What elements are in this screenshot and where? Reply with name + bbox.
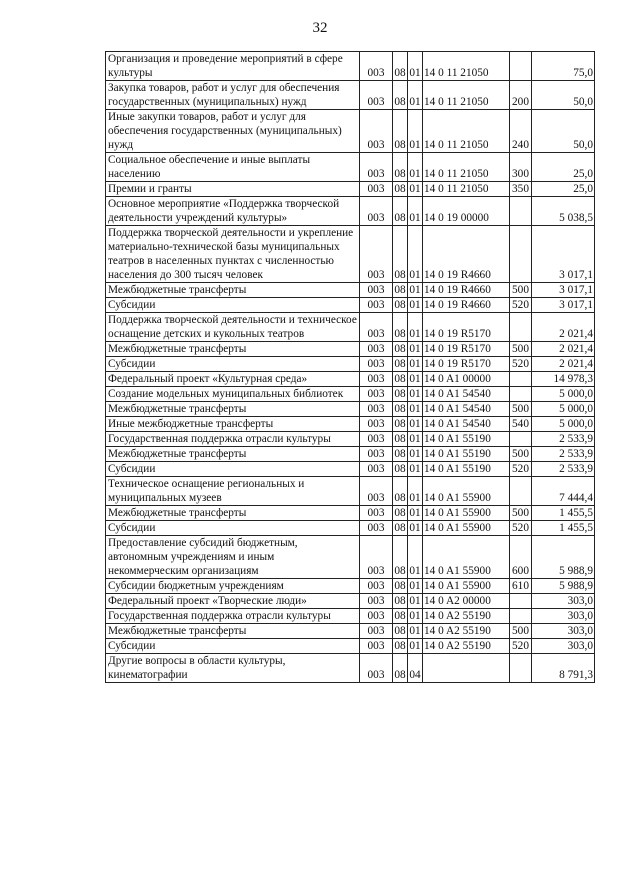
- row-name: Межбюджетные трансферты: [106, 283, 360, 298]
- table-row: [106, 624, 595, 639]
- row-name: Создание модельных муниципальных библиотек: [106, 387, 360, 402]
- subsection-code: 01: [408, 197, 423, 226]
- section-code: 08: [394, 640, 406, 652]
- table-row: [106, 506, 595, 521]
- admin-code: 003: [360, 477, 393, 506]
- page-number: 32: [312, 20, 328, 36]
- admin-code: 003: [360, 226, 393, 283]
- table-row: [106, 226, 595, 283]
- admin-code: 003: [360, 536, 393, 579]
- admin-code: 003: [360, 462, 393, 477]
- subsection-code: 01: [408, 81, 423, 110]
- section-code: 08: [394, 507, 406, 519]
- row-name: Социальное обеспечение и иные выплаты населению: [106, 153, 360, 182]
- row-name: Организация и проведение мероприятий в сфере культуры: [106, 52, 360, 81]
- budget-table: [105, 51, 595, 683]
- row-name: Межбюджетные трансферты: [106, 506, 360, 521]
- target-article-code: 14 0 19 R4660: [423, 283, 510, 298]
- subsection-code: 01: [409, 507, 421, 519]
- expense-type-code: 520: [510, 462, 532, 477]
- row-name: Закупка товаров, работ и услуг для обеспечения государственных (муниципальных) нужд: [106, 81, 360, 110]
- admin-code: 003: [360, 153, 393, 182]
- amount: 25,0: [532, 182, 595, 197]
- section-code: 08: [393, 226, 408, 283]
- admin-code: 003: [360, 197, 393, 226]
- section-code: 08: [394, 625, 406, 637]
- admin-code: 003: [360, 447, 393, 462]
- admin-code: 003: [360, 313, 393, 342]
- expense-type-code: [510, 52, 532, 81]
- target-article-code: 14 0 11 21050: [423, 81, 510, 110]
- amount: 5 988,9: [532, 579, 595, 594]
- target-article-code: 14 0 A1 00000: [423, 372, 510, 387]
- target-article-code: 14 0 11 21050: [423, 182, 510, 197]
- row-name: Субсидии: [106, 357, 360, 372]
- target-article-code: 14 0 A1 55900: [423, 521, 510, 536]
- expense-type-code: 240: [510, 110, 532, 153]
- admin-code: 003: [360, 283, 393, 298]
- table-row: [106, 477, 595, 506]
- subsection-code: 01: [408, 52, 423, 81]
- table-row: [106, 521, 595, 536]
- table-row: [106, 447, 595, 462]
- expense-type-code: [510, 609, 532, 624]
- row-name: Техническое оснащение региональных и муниципальных музеев: [106, 477, 360, 506]
- amount: 3 017,1: [532, 283, 595, 298]
- section-code: 08: [394, 610, 406, 622]
- expense-type-code: [510, 477, 532, 506]
- target-article-code: 14 0 19 R4660: [423, 298, 510, 313]
- target-article-code: 14 0 A1 55900: [423, 536, 510, 579]
- target-article-code: 14 0 A1 54540: [423, 402, 510, 417]
- subsection-code: 01: [409, 610, 421, 622]
- target-article-code: 14 0 A1 54540: [423, 387, 510, 402]
- target-article-code: 14 0 11 21050: [423, 52, 510, 81]
- row-name: Основное мероприятие «Поддержка творческой деятельности учреждений культуры»: [106, 197, 360, 226]
- section-code: 08: [394, 358, 406, 370]
- table-row: [106, 110, 595, 153]
- amount: 303,0: [532, 594, 595, 609]
- amount: 75,0: [532, 52, 595, 81]
- amount: 7 444,4: [532, 477, 595, 506]
- amount: 5 000,0: [532, 387, 595, 402]
- row-name: Поддержка творческой деятельности и техническое оснащение детских и кукольных театров: [106, 313, 360, 342]
- target-article-code: 14 0 19 R4660: [423, 226, 510, 283]
- row-name: Государственная поддержка отрасли культуры: [106, 432, 360, 447]
- row-name: Предоставление субсидий бюджетным, автономным учреждениям и иным некоммерческим организациям: [106, 536, 360, 579]
- admin-code: 003: [360, 387, 393, 402]
- section-code: 08: [394, 299, 406, 311]
- section-code: 08: [393, 654, 408, 683]
- target-article-code: 14 0 11 21050: [423, 110, 510, 153]
- section-code: 08: [393, 52, 408, 81]
- target-article-code: 14 0 A2 00000: [423, 594, 510, 609]
- target-article-code: 14 0 A1 54540: [423, 417, 510, 432]
- expense-type-code: 540: [510, 417, 532, 432]
- table-row: [106, 372, 595, 387]
- amount: 2 533,9: [532, 447, 595, 462]
- table-row: [106, 182, 595, 197]
- expense-type-code: 500: [510, 506, 532, 521]
- section-code: 08: [393, 536, 408, 579]
- subsection-code: 01: [409, 463, 421, 475]
- section-code: 08: [393, 477, 408, 506]
- amount: 5 038,5: [532, 197, 595, 226]
- row-name: Субсидии: [106, 462, 360, 477]
- subsection-code: 01: [408, 226, 423, 283]
- admin-code: 003: [360, 342, 393, 357]
- table-row: [106, 387, 595, 402]
- expense-type-code: 520: [510, 298, 532, 313]
- expense-type-code: 300: [510, 153, 532, 182]
- section-code: 08: [394, 183, 406, 195]
- expense-type-code: 500: [510, 624, 532, 639]
- amount: 50,0: [532, 110, 595, 153]
- section-code: 08: [394, 343, 406, 355]
- row-name: Федеральный проект «Культурная среда»: [106, 372, 360, 387]
- row-name: Субсидии: [106, 639, 360, 654]
- admin-code: 003: [360, 432, 393, 447]
- target-article-code: 14 0 19 R5170: [423, 342, 510, 357]
- admin-code: 003: [360, 579, 393, 594]
- amount: 1 455,5: [532, 521, 595, 536]
- admin-code: 003: [360, 182, 393, 197]
- subsection-code: 01: [409, 299, 421, 311]
- table-row: [106, 609, 595, 624]
- amount: 5 000,0: [532, 417, 595, 432]
- table-row: [106, 313, 595, 342]
- subsection-code: 01: [409, 433, 421, 445]
- table-row: [106, 283, 595, 298]
- target-article-code: 14 0 A1 55190: [423, 432, 510, 447]
- admin-code: 003: [360, 110, 393, 153]
- table-row: [106, 153, 595, 182]
- admin-code: 003: [360, 609, 393, 624]
- expense-type-code: [510, 387, 532, 402]
- table-row: [106, 402, 595, 417]
- expense-type-code: 500: [510, 447, 532, 462]
- admin-code: 003: [360, 624, 393, 639]
- target-article-code: 14 0 19 00000: [423, 197, 510, 226]
- expense-type-code: 600: [510, 536, 532, 579]
- section-code: 08: [394, 595, 406, 607]
- expense-type-code: 520: [510, 357, 532, 372]
- section-code: 08: [394, 463, 406, 475]
- admin-code: 003: [360, 417, 393, 432]
- row-name: Межбюджетные трансферты: [106, 624, 360, 639]
- target-article-code: 14 0 A1 55900: [423, 579, 510, 594]
- section-code: 08: [393, 153, 408, 182]
- section-code: 08: [393, 81, 408, 110]
- subsection-code: 01: [409, 183, 421, 195]
- table-row: [106, 357, 595, 372]
- expense-type-code: [510, 654, 532, 683]
- expense-type-code: 500: [510, 402, 532, 417]
- row-name: Другие вопросы в области культуры, кинематографии: [106, 654, 360, 683]
- target-article-code: 14 0 A1 55190: [423, 462, 510, 477]
- table-row: [106, 654, 595, 683]
- subsection-code: 01: [409, 448, 421, 460]
- subsection-code: 01: [408, 110, 423, 153]
- row-name: Межбюджетные трансферты: [106, 402, 360, 417]
- row-name: Субсидии бюджетным учреждениям: [106, 579, 360, 594]
- section-code: 08: [394, 418, 406, 430]
- target-article-code: 14 0 A2 55190: [423, 639, 510, 654]
- target-article-code: 14 0 11 21050: [423, 153, 510, 182]
- subsection-code: 01: [409, 625, 421, 637]
- expense-type-code: [510, 226, 532, 283]
- amount: 303,0: [532, 624, 595, 639]
- admin-code: 003: [360, 521, 393, 536]
- table-row: [106, 594, 595, 609]
- amount: 8 791,3: [532, 654, 595, 683]
- target-article-code: 14 0 A1 55900: [423, 477, 510, 506]
- section-code: 08: [394, 284, 406, 296]
- target-article-code: 14 0 A1 55190: [423, 447, 510, 462]
- subsection-code: 01: [409, 522, 421, 534]
- expense-type-code: 500: [510, 342, 532, 357]
- subsection-code: 01: [409, 580, 421, 592]
- section-code: 08: [393, 197, 408, 226]
- subsection-code: 01: [409, 403, 421, 415]
- expense-type-code: [510, 372, 532, 387]
- amount: 50,0: [532, 81, 595, 110]
- amount: 5 988,9: [532, 536, 595, 579]
- section-code: 08: [394, 448, 406, 460]
- admin-code: 003: [360, 357, 393, 372]
- amount: 3 017,1: [532, 226, 595, 283]
- amount: 303,0: [532, 639, 595, 654]
- amount: 1 455,5: [532, 506, 595, 521]
- expense-type-code: [510, 594, 532, 609]
- table-row: [106, 81, 595, 110]
- admin-code: 003: [360, 654, 393, 683]
- admin-code: 003: [360, 402, 393, 417]
- target-article-code: [423, 654, 510, 683]
- subsection-code: 01: [408, 313, 423, 342]
- amount: 2 533,9: [532, 462, 595, 477]
- table-row: [106, 417, 595, 432]
- expense-type-code: 520: [510, 521, 532, 536]
- table-row: [106, 298, 595, 313]
- target-article-code: 14 0 A2 55190: [423, 609, 510, 624]
- admin-code: 003: [360, 594, 393, 609]
- section-code: 08: [394, 403, 406, 415]
- row-name: Иные закупки товаров, работ и услуг для обеспечения государственных (муниципальных) нужд: [106, 110, 360, 153]
- row-name: Межбюджетные трансферты: [106, 342, 360, 357]
- subsection-code: 01: [408, 477, 423, 506]
- admin-code: 003: [360, 298, 393, 313]
- table-row: [106, 432, 595, 447]
- amount: 14 978,3: [532, 372, 595, 387]
- subsection-code: 04: [408, 654, 423, 683]
- expense-type-code: [510, 313, 532, 342]
- row-name: Федеральный проект «Творческие люди»: [106, 594, 360, 609]
- admin-code: 003: [360, 372, 393, 387]
- table-row: [106, 579, 595, 594]
- subsection-code: 01: [408, 153, 423, 182]
- expense-type-code: 350: [510, 182, 532, 197]
- admin-code: 003: [360, 506, 393, 521]
- amount: 2 021,4: [532, 342, 595, 357]
- section-code: 08: [394, 388, 406, 400]
- amount: 5 000,0: [532, 402, 595, 417]
- subsection-code: 01: [409, 388, 421, 400]
- subsection-code: 01: [409, 595, 421, 607]
- expense-type-code: 610: [510, 579, 532, 594]
- target-article-code: 14 0 19 R5170: [423, 357, 510, 372]
- row-name: Субсидии: [106, 298, 360, 313]
- subsection-code: 01: [409, 640, 421, 652]
- section-code: 08: [394, 373, 406, 385]
- section-code: 08: [394, 522, 406, 534]
- row-name: Субсидии: [106, 521, 360, 536]
- amount: 3 017,1: [532, 298, 595, 313]
- row-name: Поддержка творческой деятельности и укрепление материально-технической базы муниципальных театров в населенных пунктах с численностью населения до 300 тысяч человек: [106, 226, 360, 283]
- row-name: Иные межбюджетные трансферты: [106, 417, 360, 432]
- table-row: [106, 197, 595, 226]
- admin-code: 003: [360, 52, 393, 81]
- expense-type-code: [510, 432, 532, 447]
- subsection-code: 01: [409, 343, 421, 355]
- section-code: 08: [393, 313, 408, 342]
- amount: 303,0: [532, 609, 595, 624]
- row-name: Премии и гранты: [106, 182, 360, 197]
- section-code: 08: [394, 580, 406, 592]
- table-row: [106, 639, 595, 654]
- row-name: Государственная поддержка отрасли культуры: [106, 609, 360, 624]
- target-article-code: 14 0 A2 55190: [423, 624, 510, 639]
- subsection-code: 01: [409, 358, 421, 370]
- target-article-code: 14 0 A1 55900: [423, 506, 510, 521]
- table-row: [106, 462, 595, 477]
- subsection-code: 01: [409, 284, 421, 296]
- table-row: [106, 342, 595, 357]
- row-name: Межбюджетные трансферты: [106, 447, 360, 462]
- expense-type-code: 520: [510, 639, 532, 654]
- amount: 2 533,9: [532, 432, 595, 447]
- subsection-code: 01: [408, 536, 423, 579]
- admin-code: 003: [360, 639, 393, 654]
- target-article-code: 14 0 19 R5170: [423, 313, 510, 342]
- table-row: [106, 536, 595, 579]
- amount: 2 021,4: [532, 313, 595, 342]
- expense-type-code: 200: [510, 81, 532, 110]
- amount: 2 021,4: [532, 357, 595, 372]
- expense-type-code: [510, 197, 532, 226]
- subsection-code: 01: [409, 373, 421, 385]
- expense-type-code: 500: [510, 283, 532, 298]
- admin-code: 003: [360, 81, 393, 110]
- subsection-code: 01: [409, 418, 421, 430]
- amount: 25,0: [532, 153, 595, 182]
- section-code: 08: [393, 110, 408, 153]
- table-row: [106, 52, 595, 81]
- section-code: 08: [394, 433, 406, 445]
